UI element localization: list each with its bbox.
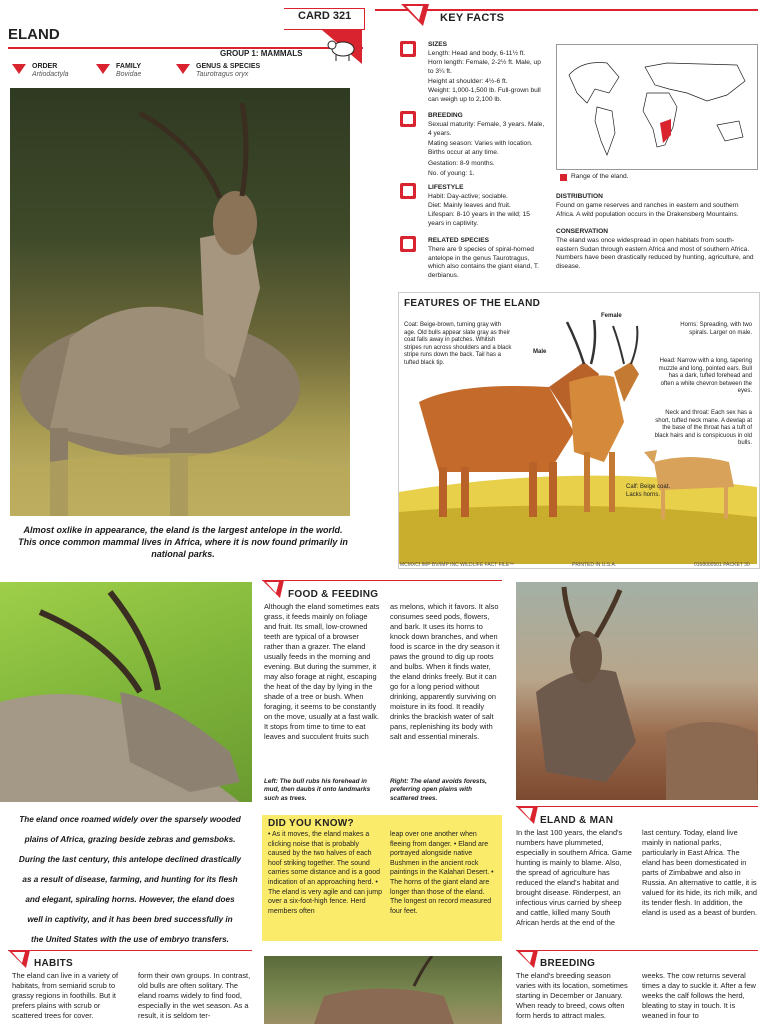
breeding-icon — [400, 111, 416, 127]
mammal-group-icon — [322, 30, 362, 64]
man-column-2: last century. Today, eland live mainly in national parks, particularly in East Africa. The eland has been domesticated in parts of Zimbabwe and also in Russia. An alternative to cattle, it is valued for its hide, its rich milk, and its tender flesh. In addition, the eland is used as a beast of burden. — [642, 828, 758, 917]
genus-value: Taurotragus oryx — [196, 71, 249, 78]
bull-photo — [0, 582, 252, 802]
left-caption-6: well in captivity, and it has been bred successfully in — [27, 915, 233, 924]
neck-label: Neck and throat: Each sex has a short, tufted neck mane. A dewlap at the base of the throat has a tuft of black hairs and is conspicuous in old bulls. — [654, 410, 752, 447]
family-marker-icon — [96, 64, 110, 74]
calf-label: Calf: Beige coat. Lacks horns. — [626, 484, 671, 498]
horns-label: Horns: Spreading, with two spirals. Larger on male. — [680, 322, 752, 336]
lifestyle-icon — [400, 183, 416, 199]
food-caption-left: Left: The bull rubs his forehead in mud, then daubs it onto landmarks such as trees. — [264, 778, 371, 802]
card-number: CARD 321 — [298, 10, 352, 22]
habits-column-1: The eland can live in a variety of habitats, from semiarid scrub to grassy regions in foothills. But it prefers plains with scrub or scattered trees for cover. — [12, 971, 118, 1020]
sizes-text-4: Weight: 1,000-1,500 lb. Full-grown bull can weigh up to 2,100 lb. — [428, 87, 541, 103]
distribution-text: Found on game reserves and ranches in eastern and southern Africa. A wild population occurs in the Drakensberg Mountains. — [556, 202, 739, 218]
sizes-heading: SIZES — [428, 41, 448, 48]
did-you-know-column-2: leap over one another when fleeing from danger. • Eland are portrayed alongside native Bushmen in the ancient rock paintings in the Kalahari Desert. • The horns of the giant eland are longer than those of the eland. The longest on record measured four feet. — [390, 831, 494, 915]
left-caption-2: plains of Africa, grazing beside zebras and gemsboks. — [24, 835, 236, 844]
man-column-1: In the last 100 years, the eland's numbers have plummeted, especially in southern Africa. Game hunting is mainly to blame. Also, the spread of agriculture has reduced the eland's habitat and brought disease. Rinderpest, an infectious virus carried by sheep and cattle, killed many South African herds at the end of the — [516, 828, 632, 927]
breeding-text-3: Gestation: 8-9 months. — [428, 160, 495, 167]
sizes-text-1: Length: Head and body, 6-11½ ft. — [428, 50, 526, 57]
features-title: FEATURES OF THE ELAND — [404, 298, 541, 309]
order-label: ORDER — [32, 63, 58, 70]
food-caption-right: Right: The eland avoids forests, preferring open plains with scattered trees. — [390, 778, 487, 802]
left-caption-7: the United States with the use of embryo transfers. — [31, 935, 229, 944]
habits-marker-icon — [8, 950, 30, 968]
left-caption-1: The eland once roamed widely over the sparsely wooded — [19, 815, 241, 824]
food-column-1: Although the eland sometimes eats grass, it feeds mainly on foliage and fruit. Its small, low-crowned teeth are typical of a browser rather than a grazer. The eland usually feeds in the morning and evening. But during the summer, it may also forage at night, escaping the heat of the day by lying in the shade of a tree or bush. When foraging, it seems to be constantly on the move, usually at a fast walk. It stops from time to time to eat leaves and succulent fruits such — [264, 602, 380, 741]
main-eland-photo — [10, 88, 350, 516]
key-facts-marker-icon — [401, 4, 429, 26]
key-facts-rule — [375, 9, 758, 11]
page-title: ELAND — [8, 26, 60, 43]
man-marker-icon — [516, 806, 538, 824]
habits-title: HABITS — [34, 958, 74, 969]
sizes-text-2: Horn length: Female, 2-2½ ft. Male, up to 3¼ ft. — [428, 59, 541, 75]
female-label: Female — [601, 313, 622, 319]
did-you-know-title: DID YOU KNOW? — [268, 818, 354, 829]
left-caption-4: as a result of disease, farming, and hunting for its flesh — [22, 875, 238, 884]
map-legend: Range of the eland. — [571, 173, 629, 180]
breeding-column-2: weeks. The cow returns several times a day to suckle it. After a few weeks the calf follows the herd, bleating to stay in touch. It is weaned in four to — [642, 971, 756, 1020]
range-map — [556, 44, 758, 170]
family-label: FAMILY — [116, 63, 142, 70]
breeding-marker-icon — [516, 950, 538, 968]
order-value: Artiodactyla — [32, 71, 69, 78]
left-caption-5: and elegant, spiraling horns. However, the eland does — [25, 895, 235, 904]
breeding-title: BREEDING — [540, 958, 596, 969]
did-you-know-column-1: • As it moves, the eland makes a clicking noise that is probably caused by the two halves of each hoof striking together. The sound carries some distance and is a good indication of an approaching herd. • The eland is very agile and can jump over a six-foot-high fence. Herd members often — [268, 831, 383, 915]
lifestyle-text-1: Habit: Day-active; sociable. — [428, 193, 508, 200]
food-marker-icon — [262, 580, 284, 598]
genus-label: GENUS & SPECIES — [196, 63, 261, 70]
features-footer-left: MCMXCI IMP BV/IMP INC WILDLIFE FACT FILE™ — [400, 562, 515, 568]
food-column-2: as melons, which it favors. It also consumes seed pods, flowers, and bark. It uses its horns to knock down branches, and when food is scarce in the dry season it paws the ground to dig up roots and bulbs. When it finds water, the eland drinks freely. But it can go for a long period without drinking, apparently surviving on moisture in its food. It readily drinks the brackish water of salt pans, replenishing its body with salt and essential minerals. — [390, 602, 500, 741]
coat-label: Coat: Beige-brown, turning gray with age. Old bulls appear slate gray as their coat falls away in patches. Whitish stripes run across shoulders and a black stripe runs down the back. Tail has a tufted black tip. — [404, 322, 512, 366]
features-footer-right: 0168000501 PACKET 30 — [694, 562, 750, 568]
eland-plains-photo — [516, 582, 758, 800]
breeding-rule — [516, 950, 758, 951]
breeding-text-4: No. of young: 1. — [428, 170, 475, 177]
map-legend-swatch — [560, 174, 567, 181]
breeding-text-2: Mating season: Varies with location. Births occur at any time. — [428, 140, 533, 156]
man-title: ELAND & MAN — [540, 815, 614, 826]
habits-column-2: form their own groups. In contrast, old bulls are often solitary. The eland roams widely to find food, especially in the wet season. As a result, it is seldom ter- — [138, 971, 251, 1020]
left-caption-3: During the last century, this antelope declined drastically — [18, 855, 242, 864]
distribution-heading: DISTRIBUTION — [556, 193, 603, 200]
habits-rule — [8, 950, 252, 951]
family-value: Bovidae — [116, 71, 142, 78]
sizes-text-3: Height at shoulder: 4½-6 ft. — [428, 78, 508, 85]
features-footer-mid: PRINTED IN U.S.A. — [572, 562, 617, 568]
head-label: Head: Narrow with a long, tapering muzzle and long, pointed ears. Bull has a dark, tufted forehead and often a white chevron between the eyes. — [658, 358, 752, 395]
related-species-text: There are 9 species of spiral-horned antelope in the genus Taurotragus, which also contains the giant eland, T. derbianus. — [428, 246, 539, 279]
food-title: FOOD & FEEDING — [288, 589, 379, 600]
man-rule — [516, 806, 758, 807]
related-species-heading: RELATED SPECIES — [428, 237, 490, 244]
male-label: Male — [533, 349, 547, 355]
food-rule — [262, 580, 502, 581]
breeding-text-1: Sexual maturity: Female, 3 years. Male, 4 years. — [428, 121, 545, 137]
lifestyle-text-3: Lifespan: 8-10 years in the wild; 15 years in captivity. — [428, 211, 530, 227]
group-label: GROUP 1: MAMMALS — [220, 49, 303, 58]
related-species-icon — [400, 236, 416, 252]
lifestyle-heading: LIFESTYLE — [428, 184, 464, 191]
breeding-column-1: The eland's breeding season varies with its location, sometimes starting in December or January. When ready to breed, cows often form herds to attract males. — [516, 971, 628, 1020]
breeding-heading: BREEDING — [428, 112, 463, 119]
key-facts-title: KEY FACTS — [440, 12, 505, 24]
sizes-icon — [400, 41, 416, 57]
lifestyle-text-2: Diet: Mainly leaves and fruit. — [428, 202, 511, 209]
conservation-heading: CONSERVATION — [556, 228, 609, 235]
title-rule — [8, 47, 363, 49]
conservation-text: The eland was once widespread in open habitats from south-eastern Sudan through eastern Africa and most of southern Africa. Numbers have been drastically reduced by hunting, agriculture, and disease. — [556, 237, 754, 270]
herd-photo — [264, 956, 502, 1024]
genus-marker-icon — [176, 64, 190, 74]
main-photo-caption: Almost oxlike in appearance, the eland is the largest antelope in the world. This once common mammal lives in Africa, where it is now found primarily in national parks. — [18, 525, 348, 559]
order-marker-icon — [12, 64, 26, 74]
